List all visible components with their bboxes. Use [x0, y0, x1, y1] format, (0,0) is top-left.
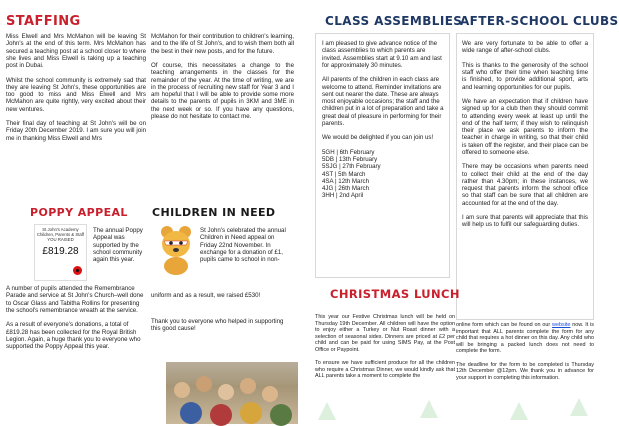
clubs-para: This is thanks to the generosity of the school staff who offer their time when teaching time is finished, to provide additional sport, arts and learning opportunities for our pupils.: [462, 61, 588, 91]
staffing-heading: STAFFING: [6, 14, 81, 29]
assembly-date: 5GH | 6th February: [322, 148, 375, 156]
clubs-para: We are very fortunate to be able to offer a wide range of after-school clubs.: [462, 40, 588, 55]
lunch-para: The deadline for the form to be completed is Thursday 12th December @12pm. We thank you in advance for your support in completing this information.: [456, 361, 594, 381]
assembly-date: 4ST | 5th March: [322, 170, 366, 178]
clubs-text: [462, 40, 588, 229]
assemblies-heading: CLASS ASSEMBLIES: [325, 14, 463, 28]
assembly-date: 3HH | 2nd April: [322, 192, 364, 200]
poppy-beside: The annual Poppy Appeal was supported by the school community again this year.: [93, 227, 143, 263]
poppy-flower-icon: [73, 266, 82, 275]
lunch-right: [456, 322, 594, 381]
poster-line: St John's Academy: [42, 227, 79, 232]
lunch-para: This year our Festive Christmas lunch will be held on Thursday 19th December. All children will have the option to enjoy either a Turkey or Nut Roast dinner with a selection of seasonal sides. Dinners are priced at £2 per child and can be paid for using SIMS Pay, at the Post Office or Paypoint.: [315, 314, 455, 353]
assembly-date: 5DB | 13th February: [322, 156, 378, 163]
pudsey-bear-icon: [158, 224, 194, 274]
cin-below: uniform and as a result, we raised £530!: [151, 292, 261, 299]
lunch-para: To ensure we have sufficient produce for all the children who require a Christmas Dinner, we would kindly ask that ALL parents take a moment to complete the: [315, 360, 455, 380]
cin-class-photo: [166, 362, 298, 424]
poppy-para: As a result of everyone's donations, a total of £819.28 has been collected for the Royal British Legion. Again, a huge thank you to everyone who supported the Poppy Appeal this year.: [6, 321, 141, 350]
staffing-para: Whilst the school community is extremely sad that they are leaving St John's, these opportunities are too good to miss and Miss Elwell and Mrs McMahon are quite rightly, very excited about their new ventures.: [6, 76, 146, 113]
clubs-para: There may be occasions when parents need to collect their child at the end of the day rather than 4.30pm; in these instances, we request that parents inform the school office so that staff can be sure that all children are accounted for at the end of the day.: [462, 163, 588, 207]
staffing-col1: [6, 33, 146, 142]
staffing-col2: [151, 33, 294, 120]
poster-amount: £819.28: [42, 245, 79, 257]
staffing-para: McMahon for their contribution to children's learning, and to the life of St John's, and to wish them both all the best in their new posts, and for the future.: [151, 33, 294, 55]
cin-thanks: Thank you to everyone who helped in supporting this good cause!: [151, 318, 284, 333]
staffing-para: Their final day of teaching at St John's will be on Friday 20th December 2019. I am sure you will join me in thanking Miss Elwell and Mrs: [6, 120, 146, 142]
tree-icon: [318, 402, 336, 420]
cin-heading: CHILDREN IN NEED: [152, 206, 276, 219]
lunch-para: [456, 322, 594, 355]
lunch-text: now. It is important that ALL parents complete the form for any child that requires a hot dinner on this day. Any child who will be bringing a packed lunch does not need to complete the form.: [456, 322, 594, 355]
assemblies-para: I am pleased to give advance notice of the class assemblies to which parents are invited. Assemblies start at 9.10 am and last for approximately 30 minutes.: [322, 40, 442, 69]
assemblies-text: [322, 40, 444, 200]
tree-icon: [570, 398, 588, 416]
poppy-poster: [34, 224, 87, 281]
assembly-date: 4SA | 12th March: [322, 177, 369, 185]
poster-line: YOU RAISED: [47, 237, 74, 243]
assemblies-para: We would be delighted if you can join us!: [322, 134, 434, 142]
lunch-heading: CHRISTMAS LUNCH: [330, 287, 460, 301]
clubs-para: We have an expectation that if children have signed up for a club then they should commit to attending every week at least up until the end of the half term; if they wish to relinquish their place we ask parents to inform the teacher in charge in writing, so that their child is taken off the register, and their place can be offered to someone else.: [462, 98, 588, 156]
tree-icon: [420, 400, 438, 418]
lunch-left: [315, 314, 455, 380]
cin-beside: St John's celebrated the annual Children in Need appeal on Friday 22nd November. In exchange for a donation of £1, pupils came to school in non-: [200, 227, 286, 263]
assembly-date: 4JG | 26th March: [322, 185, 369, 192]
tree-icon: [510, 402, 528, 420]
clubs-heading: AFTER-SCHOOL CLUBS: [460, 14, 619, 28]
assemblies-para: All parents of the children in each class are welcome to attend. Reminder invitations are sent out nearer the date. These are always most enjoyable occasions; the staff and the children put in a lot of preparation and take a great deal of pleasure in performing for their parents.: [322, 76, 444, 127]
assembly-date: 5SJG | 27th February: [322, 163, 381, 171]
staffing-para: Miss Elwell and Mrs McMahon will be leaving St John's at the end of this term. Mrs McMahon has secured a teaching post at a school closer to where she lives and Miss Elwell is taking up a teaching post in Dubai.: [6, 33, 146, 69]
poster-line: Children, Parents & Staff: [36, 232, 85, 238]
website-link[interactable]: website: [552, 322, 571, 328]
clubs-para: I am sure that parents will appreciate that this will help us to fulfil our safeguarding duties.: [462, 214, 588, 229]
poppy-heading: POPPY APPEAL: [30, 206, 128, 219]
poppy-below: [6, 285, 146, 350]
lunch-text: online form which can be found on our: [456, 322, 553, 328]
staffing-para: Of course, this necessitates a change to the teaching arrangements in the classes for the remainder of the year. At the time of writing, we are in the process of recruiting new staff for Year 3 and I am hopeful that I will be able to provide some more details to the parents of pupils in 3KM and 3ME in the next week or so. If you have any questions, please do not hesitate to contact me.: [151, 62, 294, 120]
poppy-para: A number of pupils attended the Remembrance Parade and service at St John's Church–well done to Oscar Glass and Tabitha Rollins for presenting the school's remembrance wreath at the service.: [6, 285, 144, 314]
